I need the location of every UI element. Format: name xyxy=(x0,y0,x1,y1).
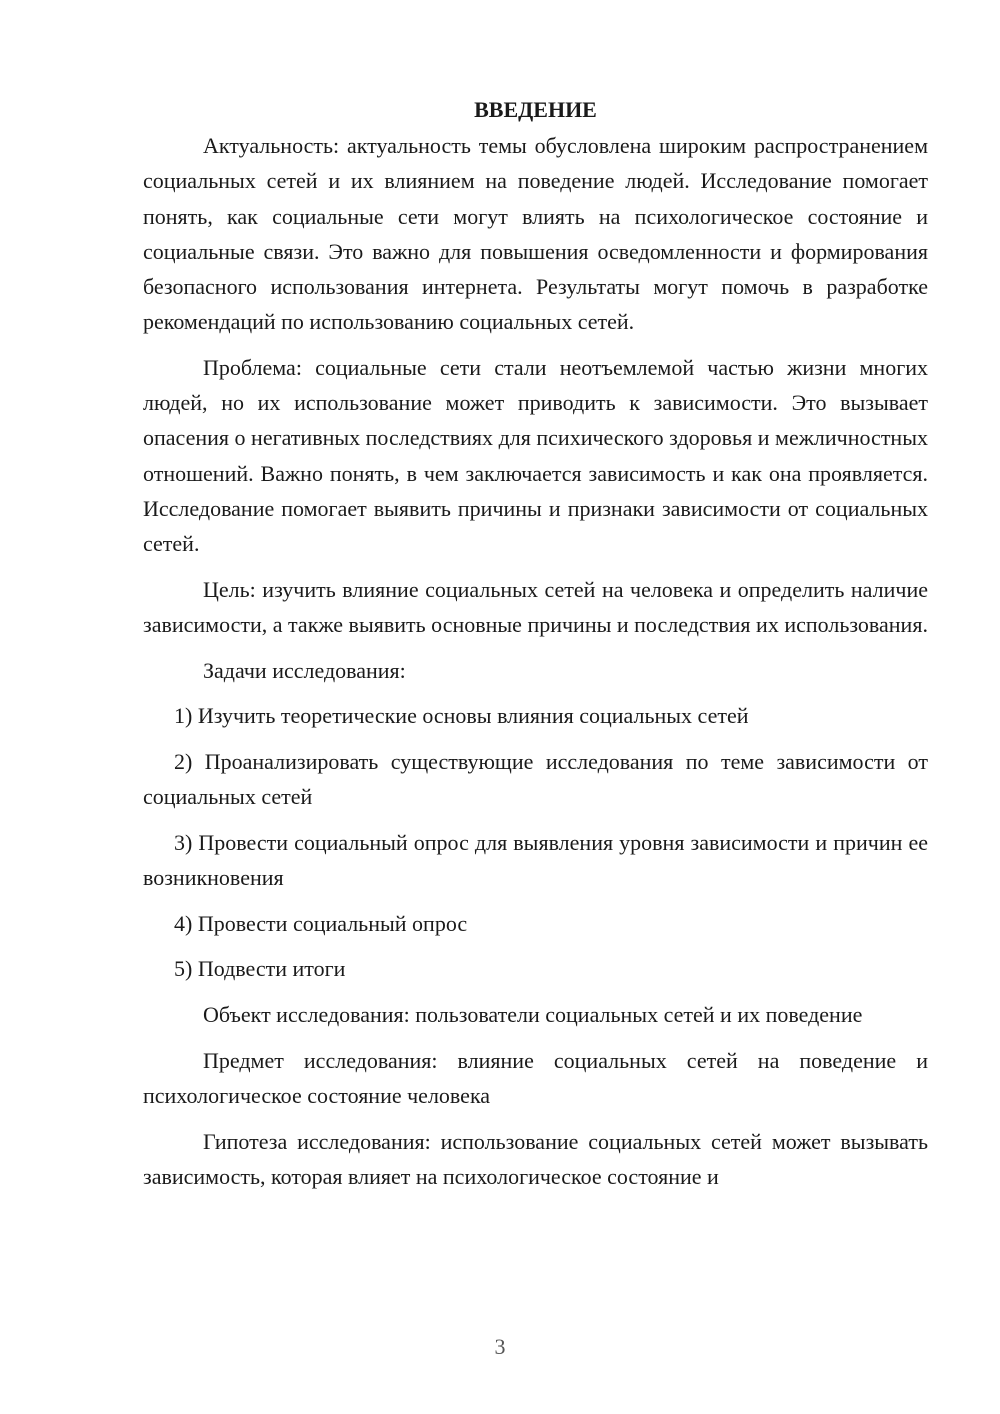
document-body xyxy=(143,92,928,1205)
task-item-5: 5) Подвести итоги xyxy=(174,956,346,982)
task-item-4: 4) Провести социальный опрос xyxy=(174,910,468,936)
hypothesis-paragraph: Гипотеза исследования: использование социальных сетей может вызывать зависимость, которая влияет на психологическое состояние и xyxy=(143,1128,928,1189)
subject-paragraph: Предмет исследования: влияние социальных сетей на поведение и психологическое состояние человека xyxy=(143,1047,928,1109)
page-number: 3 xyxy=(494,1334,506,1359)
problem-paragraph: Проблема: социальные сети стали неотъемлемой частью жизни многих людей, но их использование может приводить к зависимости. Это вызывает опасения о негативных последствиях для психического здоровья и межличностных отношений. Важно понять, в чем заключается зависимость и как она проявляется. Исследование помогает выявить причины и признаки зависимости от социальных сетей. xyxy=(143,354,928,556)
relevance-paragraph: Актуальность: актуальность темы обусловлена широким распространением социальных сетей и их влиянием на поведение людей. Исследование помогает понять, как социальные сети могут влиять на психологическое состояние и социальные связи. Это важно для повышения осведомленности и формирования безопасного использования интернета. Результаты могут помочь в разработке рекомендаций по использованию социальных сетей. xyxy=(143,133,928,335)
task-item-3: 3) Провести социальный опрос для выявления уровня зависимости и причин ее возникновения xyxy=(143,829,928,891)
task-item-2: 2) Проанализировать существующие исследования по теме зависимости от социальных сетей xyxy=(143,748,928,810)
goal-paragraph: Цель: изучить влияние социальных сетей на человека и определить наличие зависимости, а также выявить основные причины и последствия их использования. xyxy=(143,576,928,637)
tasks-heading: Задачи исследования: xyxy=(203,657,406,683)
section-title: ВВЕДЕНИЕ xyxy=(474,97,597,122)
object-paragraph: Объект исследования: пользователи социальных сетей и их поведение xyxy=(203,1002,863,1028)
task-item-1: 1) Изучить теоретические основы влияния социальных сетей xyxy=(174,703,749,729)
